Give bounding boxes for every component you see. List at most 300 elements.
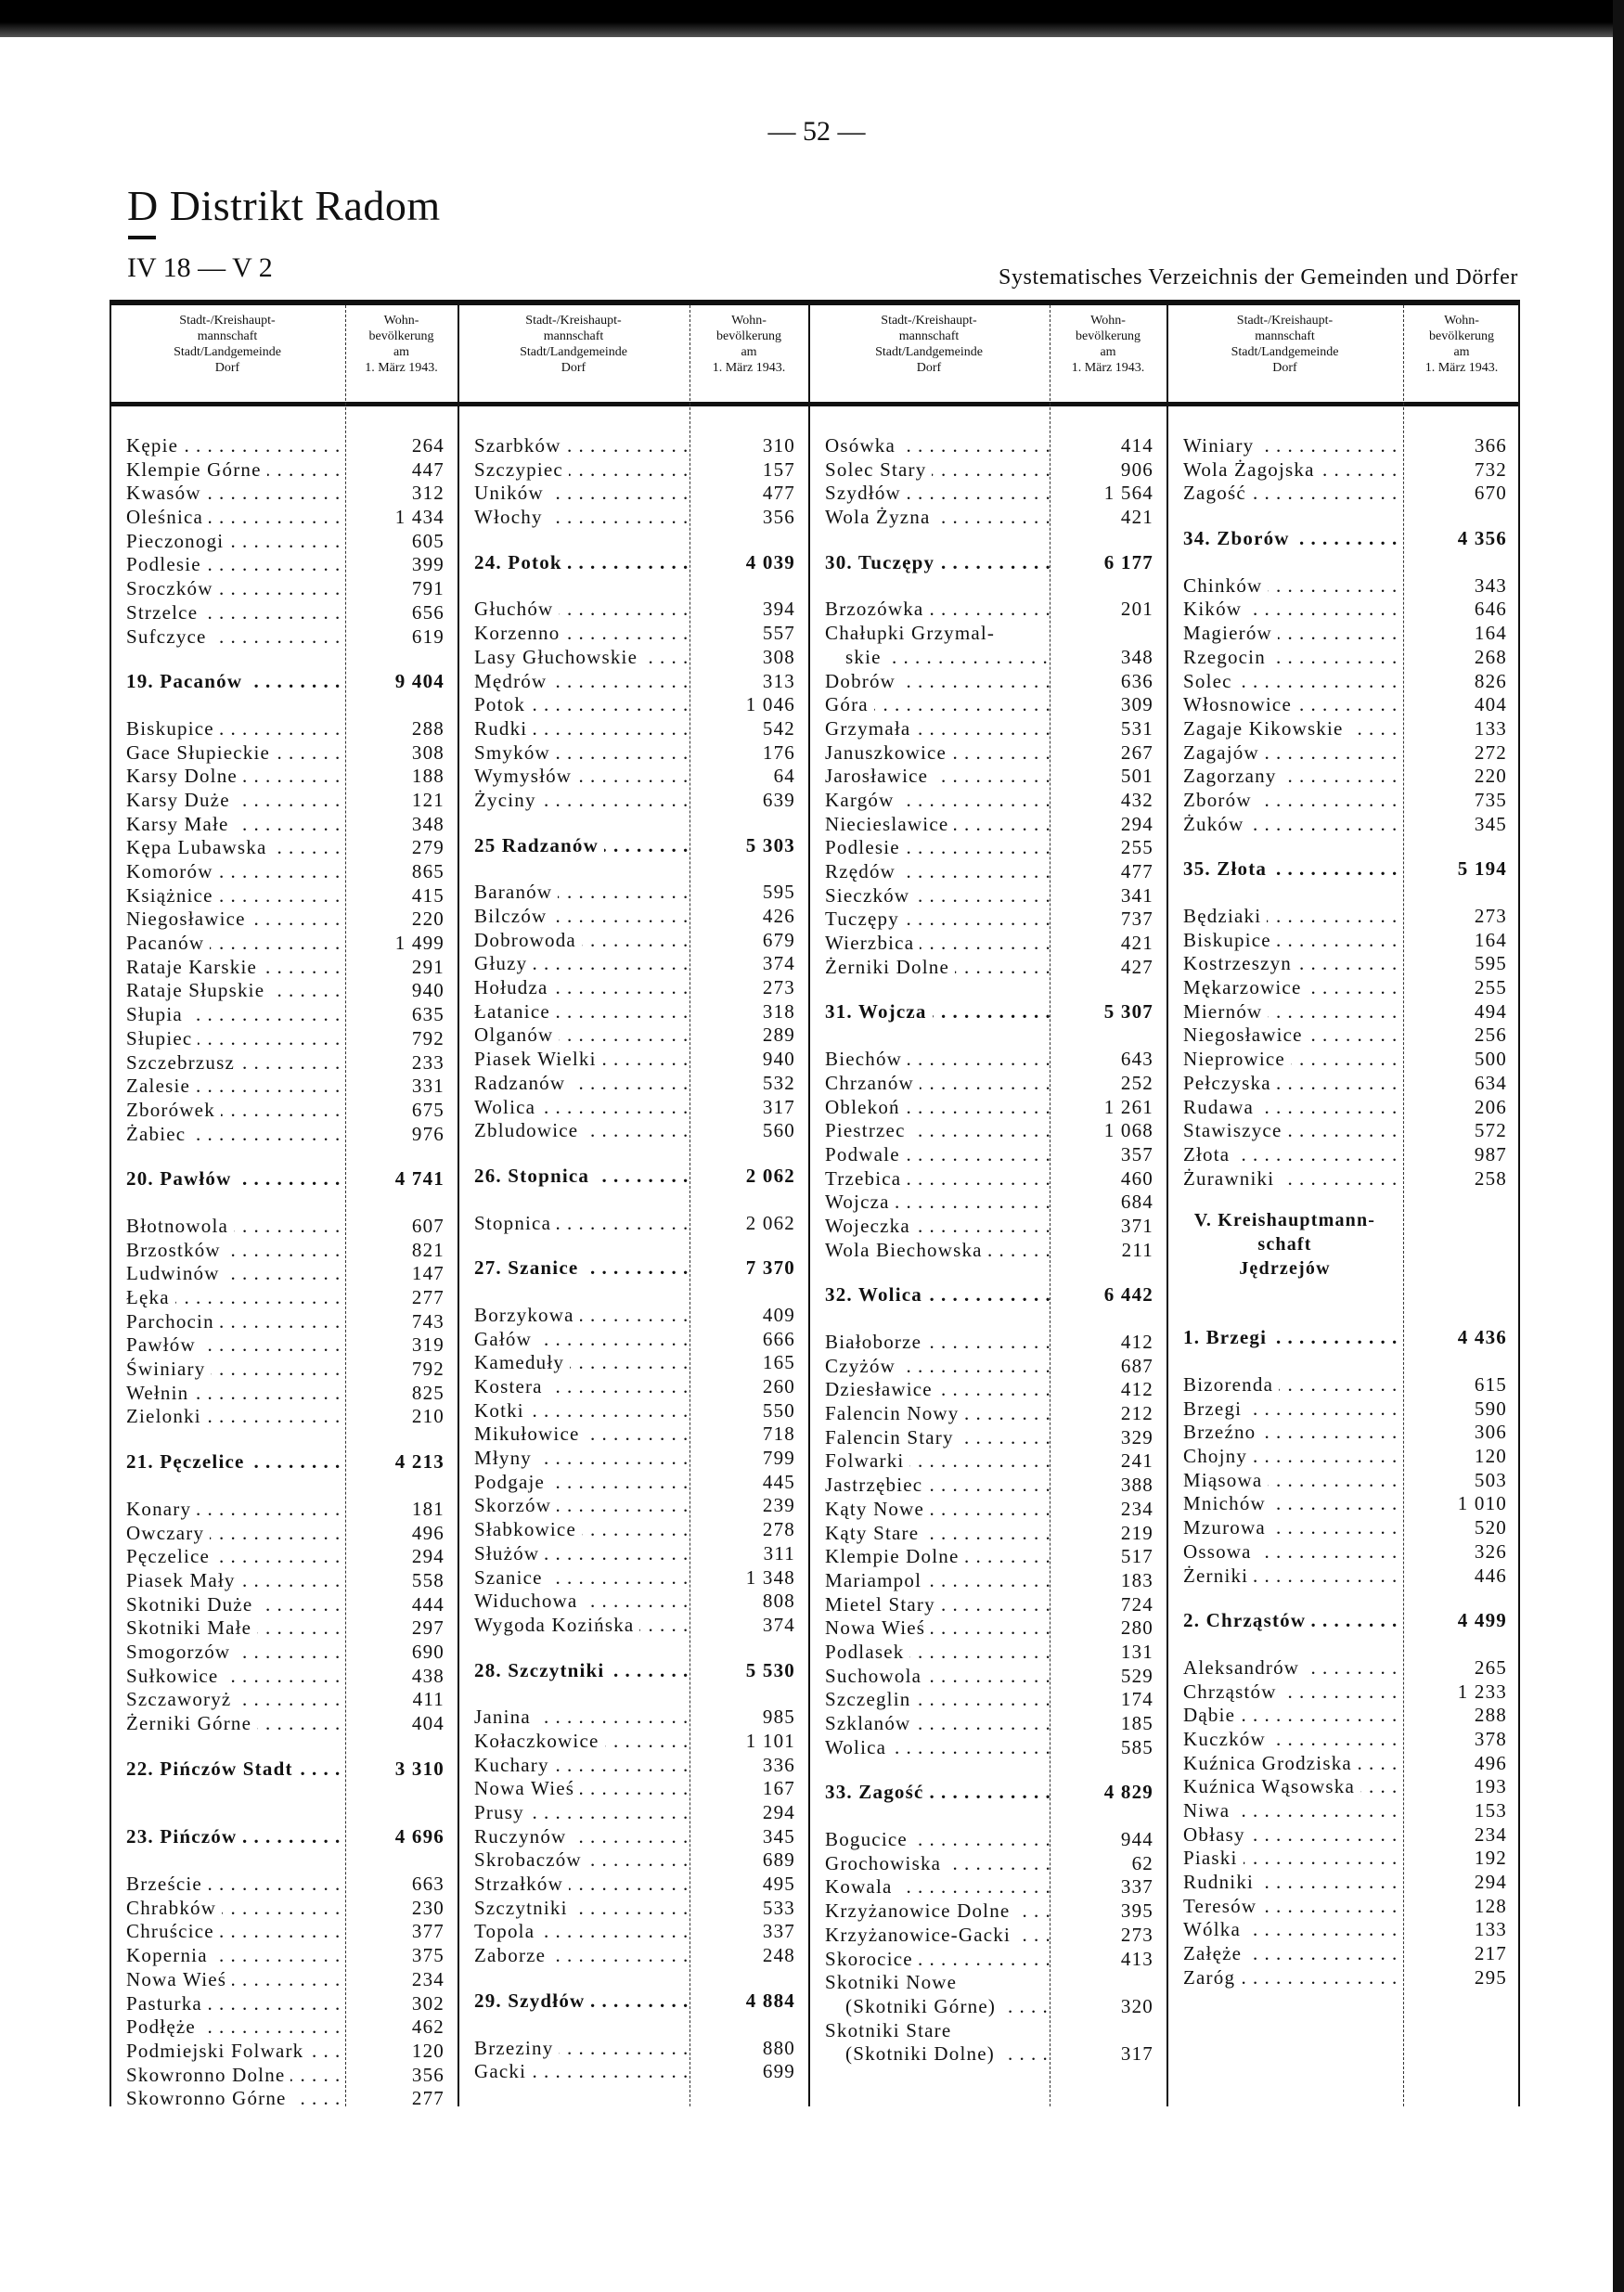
place-name-cell	[458, 1944, 690, 1968]
place-name: Kuczków	[1183, 1728, 1271, 1750]
dorf-row	[110, 1944, 458, 1968]
place-name: Rudawa	[1183, 1096, 1259, 1118]
place-name: Podlesie	[825, 836, 906, 858]
place-name-cell	[458, 881, 690, 905]
population-value: 273	[762, 976, 795, 999]
place-name: Szydłów	[825, 482, 907, 504]
place-name: 1. Brzegi	[1183, 1326, 1272, 1348]
population-value: 375	[411, 1944, 445, 1967]
place-name-cell	[458, 1825, 690, 1849]
place-name-cell	[110, 1405, 345, 1429]
place-name: Góra	[825, 693, 874, 715]
place-name: Świniary	[126, 1358, 211, 1380]
place-name-cell	[458, 1447, 690, 1471]
dorf-row	[110, 1545, 458, 1569]
place-name-cell	[458, 1897, 690, 1921]
place-name-cell	[1166, 1516, 1403, 1540]
gemeinde-row	[458, 551, 808, 575]
place-name: Niwa	[1183, 1799, 1235, 1822]
population-value: 273	[1120, 1923, 1154, 1946]
place-name-cell	[1166, 1564, 1403, 1589]
dorf-row	[1166, 1775, 1520, 1799]
place-name: Ruczynów	[474, 1825, 572, 1848]
dorf-row	[1166, 1445, 1520, 1469]
population-value: 414	[1120, 434, 1154, 457]
place-name: Kowala	[825, 1875, 898, 1898]
population-value: 550	[762, 1398, 795, 1422]
place-name-cell	[110, 1286, 345, 1310]
place-name: Zielonki	[126, 1405, 207, 1427]
dorf-row	[808, 1143, 1166, 1167]
dorf-row	[1166, 622, 1520, 646]
header-line: Stadt/Landgemeinde	[875, 345, 983, 359]
population-value: 634	[1474, 1071, 1507, 1094]
place-name-cell	[1166, 1373, 1403, 1397]
place-name-cell	[808, 1449, 1050, 1474]
place-name: Skotniki Małe	[126, 1616, 257, 1639]
dorf-row	[110, 1968, 458, 1992]
population-value: 128	[1474, 1894, 1507, 1917]
place-name-cell	[1166, 717, 1403, 741]
place-name: Sieczków	[825, 884, 915, 907]
population-value: 447	[411, 457, 445, 481]
place-name: Widuchowa	[474, 1590, 583, 1612]
place-name-cell	[808, 1948, 1050, 1972]
dorf-row	[808, 482, 1166, 506]
place-name-cell	[1166, 1799, 1403, 1823]
place-name-cell	[458, 482, 690, 506]
population-value: 345	[762, 1824, 795, 1848]
place-name: 20. Pawłów	[126, 1167, 238, 1190]
place-name: Nowa Wieś	[126, 1968, 232, 1990]
place-name-cell	[808, 1924, 1050, 1948]
place-name: Zagaje Kikowskie	[1183, 717, 1349, 740]
dorf-row	[1166, 1024, 1520, 1048]
population-value: 1 434	[394, 506, 445, 529]
place-name-cell	[458, 1423, 690, 1447]
dorf-row	[1166, 1564, 1520, 1589]
population-value: 421	[1120, 932, 1154, 955]
place-name-cell	[110, 1215, 345, 1239]
place-name-cell	[458, 1566, 690, 1590]
place-name-cell	[808, 622, 1050, 646]
dorf-row	[808, 1971, 1166, 1995]
place-name-cell	[458, 1048, 690, 1072]
dorf-row	[110, 1665, 458, 1689]
place-name-cell	[110, 1569, 345, 1593]
place-name: Pacanów	[126, 932, 210, 954]
dorf-row	[1166, 1847, 1520, 1871]
place-name: Owczary	[126, 1522, 210, 1544]
population-value: 404	[1474, 693, 1507, 716]
place-name: Klempie Górne	[126, 458, 267, 481]
place-name: Zagość	[1183, 482, 1252, 504]
place-name: Chałupki Grzymal-	[825, 622, 1000, 644]
place-name: Krzyżanowice-Gacki	[825, 1924, 1016, 1946]
scan-border-top	[0, 0, 1624, 37]
dorf-row	[1166, 1918, 1520, 1942]
dorf-row	[110, 2087, 458, 2111]
place-name: Rzędów	[825, 860, 901, 882]
dorf-row	[110, 979, 458, 1003]
population-value: 133	[1474, 1918, 1507, 1941]
place-name-cell	[110, 1641, 345, 1665]
place-name-cell	[1166, 1445, 1403, 1469]
place-name: Skrobaczów	[474, 1848, 587, 1871]
place-name: Młyny	[474, 1447, 537, 1469]
place-name-cell	[458, 952, 690, 976]
population-value: 277	[411, 2087, 445, 2110]
header-line: Stadt-/Kreishaupt-	[525, 314, 622, 328]
dorf-row	[458, 717, 808, 741]
place-name: Karsy Dolne	[126, 765, 243, 787]
place-name: Kępa Lubawska	[126, 836, 272, 858]
place-name-cell	[458, 929, 690, 953]
population-value: 192	[1474, 1847, 1507, 1870]
place-name-cell	[808, 1474, 1050, 1498]
place-name-cell	[110, 1450, 345, 1474]
place-name-cell	[110, 1262, 345, 1286]
population-value: 412	[1120, 1331, 1154, 1353]
place-name-cell	[458, 598, 690, 622]
dorf-row	[1166, 1421, 1520, 1445]
dorf-row	[808, 670, 1166, 694]
dorf-row	[808, 1048, 1166, 1072]
place-name-cell	[110, 1099, 345, 1123]
population-value: 280	[1120, 1616, 1154, 1640]
population-value: 4 213	[394, 1450, 445, 1474]
header-line: Wohn-	[1090, 314, 1126, 328]
dorf-row	[110, 1498, 458, 1522]
place-name: Kępie	[126, 434, 184, 457]
population-value: 255	[1120, 836, 1154, 859]
population-value: 294	[762, 1801, 795, 1823]
population-value: 185	[1120, 1712, 1154, 1734]
place-name-cell	[808, 1545, 1050, 1569]
place-name-cell	[458, 1542, 690, 1566]
header-line: Stadt/Landgemeinde	[520, 345, 627, 359]
population-value: 248	[762, 1944, 795, 1967]
place-name: skie	[845, 646, 887, 668]
header-line: Stadt/Landgemeinde	[1231, 345, 1339, 359]
place-name-cell	[808, 717, 1050, 741]
header-line: bevölkerung	[716, 329, 781, 343]
place-name-cell	[458, 2060, 690, 2084]
place-name-cell	[1166, 1469, 1403, 1493]
population-value: 239	[762, 1494, 795, 1517]
place-name: 34. Zborów	[1183, 527, 1295, 549]
dorf-row	[110, 908, 458, 932]
population-value: 690	[411, 1640, 445, 1663]
population-value: 265	[1474, 1655, 1507, 1679]
place-name: Olganów	[474, 1024, 559, 1046]
place-name: Suchowola	[825, 1665, 927, 1687]
place-name: Zbludowice	[474, 1119, 584, 1141]
population-value: 735	[1474, 788, 1507, 811]
population-value: 3 310	[394, 1757, 445, 1780]
dorf-row	[110, 2015, 458, 2040]
place-name: Szklanów	[825, 1712, 916, 1734]
dorf-row	[458, 482, 808, 506]
place-name-cell	[458, 1494, 690, 1518]
place-name-cell	[458, 1989, 690, 2014]
population-value: 206	[1474, 1095, 1507, 1118]
place-name-cell	[808, 1498, 1050, 1522]
population-value: 273	[1474, 905, 1507, 927]
place-name-cell	[808, 670, 1050, 694]
dorf-row	[808, 1239, 1166, 1263]
population-value: 5 194	[1457, 857, 1507, 881]
dorf-row	[1166, 1143, 1520, 1167]
place-name: Wymysłów	[474, 765, 577, 787]
population-value: 329	[1120, 1425, 1154, 1449]
place-name-cell	[808, 1899, 1050, 1924]
place-name: 24. Potok	[474, 551, 568, 573]
place-name-cell	[1166, 574, 1403, 599]
place-name: Piestrzec	[825, 1119, 911, 1141]
place-name: Zaborze	[474, 1944, 551, 1966]
population-value: 825	[411, 1381, 445, 1404]
population-value: 605	[411, 529, 445, 552]
population-value: 940	[411, 979, 445, 1002]
place-name-cell	[458, 1471, 690, 1495]
population-value: 164	[1474, 622, 1507, 645]
population-value: 792	[411, 1026, 445, 1049]
population-value: 2 062	[745, 1211, 795, 1234]
place-name-cell	[110, 482, 345, 506]
population-value: 308	[411, 740, 445, 764]
population-value: 619	[411, 625, 445, 648]
place-name: Gałów	[474, 1328, 537, 1350]
place-name: Kotki	[474, 1399, 530, 1422]
population-value: 438	[411, 1664, 445, 1687]
population-value: 288	[411, 716, 445, 740]
place-name-cell	[458, 434, 690, 458]
place-name: Kików	[1183, 598, 1247, 620]
dorf-row	[458, 1566, 808, 1590]
place-name-cell	[110, 601, 345, 625]
population-value: 446	[1474, 1564, 1507, 1587]
place-name-cell	[1166, 1000, 1403, 1024]
place-name: Tuczępy	[825, 908, 905, 930]
gemeinde-row	[1166, 857, 1520, 882]
dorf-row	[1166, 1728, 1520, 1752]
header-population-column	[345, 313, 458, 398]
place-name: Żurawniki	[1183, 1167, 1280, 1190]
population-value: 260	[762, 1375, 795, 1397]
place-name-cell	[1166, 976, 1403, 1000]
population-value: 317	[1120, 2042, 1154, 2066]
population-value: 183	[1120, 1568, 1154, 1591]
place-name: Brzeście	[126, 1873, 208, 1895]
dorf-row	[110, 482, 458, 506]
population-value: 337	[762, 1920, 795, 1943]
dorf-row	[110, 813, 458, 837]
place-name-cell	[110, 1873, 345, 1897]
dorf-row	[808, 1736, 1166, 1760]
place-name: Strzelce	[126, 601, 203, 624]
dorf-row	[458, 1351, 808, 1375]
place-name: Wolica	[825, 1736, 892, 1758]
place-name: Skorzów	[474, 1494, 557, 1516]
place-name-cell	[110, 1522, 345, 1546]
place-name-cell	[458, 1304, 690, 1328]
place-name-cell	[808, 860, 1050, 884]
dorf-row	[110, 1992, 458, 2016]
place-name: Skowronno Dolne	[126, 2064, 290, 2086]
place-name: Nowa Wieś	[825, 1616, 931, 1639]
gemeinde-row	[1166, 1609, 1520, 1633]
place-name: Lasy Głuchowskie	[474, 646, 643, 668]
population-value: 308	[762, 645, 795, 668]
dorf-row	[808, 434, 1166, 458]
dorf-row	[1166, 1823, 1520, 1848]
population-value: 133	[1474, 716, 1507, 740]
dorf-row	[808, 1355, 1166, 1379]
place-name: Bilczów	[474, 905, 552, 927]
place-name-cell	[808, 1331, 1050, 1355]
population-value: 377	[411, 1920, 445, 1943]
place-name: 35. Złota	[1183, 857, 1272, 880]
dorf-row	[808, 1948, 1166, 1972]
dorf-row	[1166, 789, 1520, 813]
population-value: 5 307	[1103, 1000, 1154, 1024]
place-name-cell	[1166, 1492, 1403, 1516]
population-value: 167	[762, 1777, 795, 1800]
population-value: 188	[411, 765, 445, 788]
dorf-row	[808, 506, 1166, 530]
place-name: Korzenno	[474, 622, 565, 644]
header-line: Stadt-/Kreishaupt-	[179, 314, 276, 328]
population-value: 444	[411, 1592, 445, 1616]
dorf-row	[808, 1426, 1166, 1450]
place-name-cell	[110, 1498, 345, 1522]
population-value	[1050, 622, 1166, 646]
title-underline	[128, 236, 156, 239]
place-name-cell	[808, 956, 1050, 980]
population-value: 219	[1120, 1521, 1154, 1544]
population-value: 220	[411, 908, 445, 931]
place-name-cell	[458, 458, 690, 483]
dorf-row	[1166, 905, 1520, 929]
place-name: Rataje Słupskie	[126, 979, 270, 1001]
population-value: 233	[411, 1050, 445, 1074]
population-value: 496	[411, 1521, 445, 1544]
dorf-row	[110, 553, 458, 577]
dorf-row	[110, 530, 458, 554]
population-value: 477	[762, 482, 795, 505]
place-name: Grochowiska	[825, 1852, 947, 1874]
place-name: Podgaje	[474, 1471, 550, 1493]
place-name-cell	[458, 1328, 690, 1352]
header-line: am	[1100, 345, 1116, 359]
dorf-row	[458, 1518, 808, 1542]
place-name: Dobrów	[825, 670, 901, 692]
dorf-row	[1166, 813, 1520, 837]
population-value: 147	[411, 1262, 445, 1285]
place-name-cell	[458, 1165, 690, 1189]
dorf-row	[110, 1333, 458, 1358]
place-name: Wełnin	[126, 1382, 194, 1404]
population-value: 635	[411, 1003, 445, 1026]
population-value: 181	[411, 1497, 445, 1520]
place-name: Kostrzeszyn	[1183, 952, 1297, 974]
population-value: 663	[411, 1873, 445, 1896]
population-value: 462	[411, 2015, 445, 2039]
place-name: Brzeziny	[474, 2037, 559, 2059]
place-name-cell	[808, 1072, 1050, 1096]
place-name: Życiny	[474, 789, 542, 811]
population-value: 291	[411, 955, 445, 978]
place-name-cell	[458, 1024, 690, 1048]
population-value: 987	[1474, 1142, 1507, 1165]
dorf-row	[1166, 1000, 1520, 1024]
gemeinde-row	[110, 1167, 458, 1191]
place-name-cell	[110, 2087, 345, 2111]
population-value: 164	[1474, 928, 1507, 951]
dorf-row	[808, 1665, 1166, 1689]
place-name-cell	[110, 1545, 345, 1569]
dorf-row	[1166, 1656, 1520, 1680]
place-name-cell	[1166, 813, 1403, 837]
population-value: 278	[762, 1518, 795, 1541]
place-name: Sufczyce	[126, 625, 213, 648]
dorf-row	[1166, 1680, 1520, 1705]
dorf-row	[458, 1212, 808, 1236]
population-value: 326	[1474, 1539, 1507, 1563]
place-name: Miąsowa	[1183, 1469, 1268, 1491]
place-name: Słabkowice	[474, 1518, 582, 1540]
dorf-row	[808, 1096, 1166, 1120]
dorf-row	[1166, 646, 1520, 670]
population-value: 496	[1474, 1751, 1507, 1774]
place-name: Folwarki	[825, 1449, 909, 1472]
place-name-cell	[808, 1593, 1050, 1617]
dorf-row	[458, 881, 808, 905]
place-name-cell	[458, 1119, 690, 1143]
place-name: Wolica	[474, 1096, 541, 1118]
population-value: 607	[411, 1214, 445, 1237]
dorf-row	[458, 1399, 808, 1423]
place-name-cell	[1166, 1871, 1403, 1895]
population-value: 494	[1474, 999, 1507, 1023]
place-name-cell	[110, 1051, 345, 1075]
dorf-row	[110, 1358, 458, 1382]
population-value: 64	[773, 765, 795, 788]
population-value: 732	[1474, 457, 1507, 481]
population-value: 348	[411, 812, 445, 835]
place-name-cell	[808, 458, 1050, 483]
dorf-row	[110, 458, 458, 483]
place-name: Głuzy	[474, 952, 533, 974]
population-value: 318	[762, 999, 795, 1023]
population-value: 294	[1474, 1871, 1507, 1894]
place-name: Biskupice	[126, 717, 220, 740]
dorf-row	[110, 506, 458, 530]
place-name-cell	[458, 551, 690, 575]
place-name-cell	[110, 1712, 345, 1736]
place-name: Gacki	[474, 2060, 532, 2082]
dorf-row	[110, 1897, 458, 1921]
place-name-cell	[1166, 1775, 1403, 1799]
gemeinden-table	[110, 300, 1520, 2110]
place-name: Konary	[126, 1498, 197, 1520]
place-name-cell	[458, 1096, 690, 1120]
place-name: Falencin Nowy	[825, 1402, 965, 1424]
place-name-cell	[808, 1355, 1050, 1379]
dorf-row	[110, 1123, 458, 1147]
place-name: Podlesie	[126, 553, 207, 575]
